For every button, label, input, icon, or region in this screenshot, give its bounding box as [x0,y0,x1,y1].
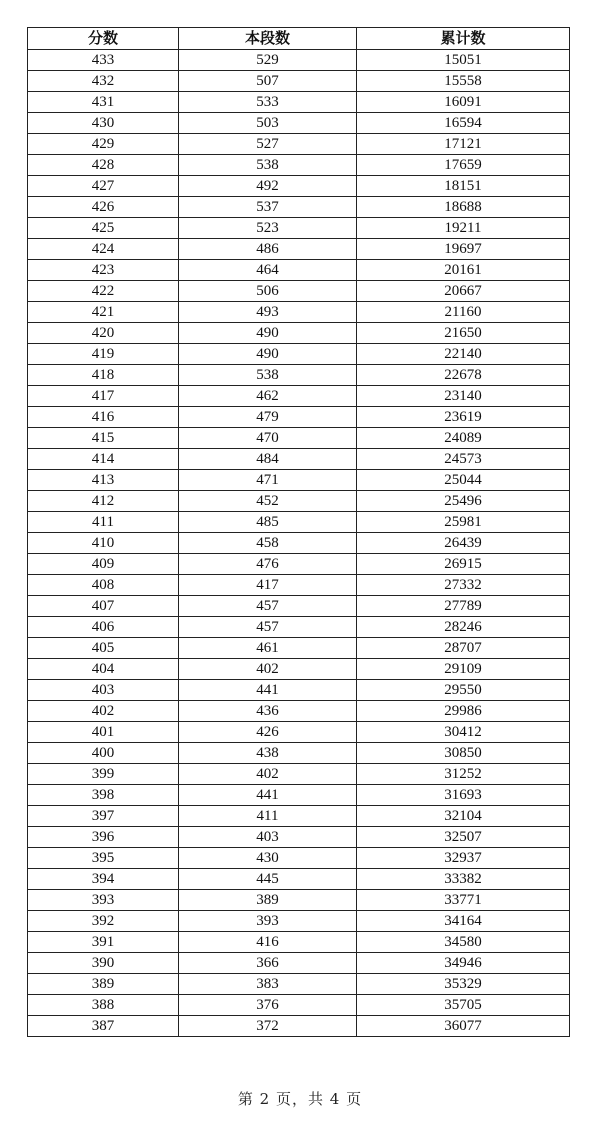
cell-segment-count: 441 [179,785,357,806]
cell-segment-count: 376 [179,995,357,1016]
table-row [28,134,570,155]
cell-segment-count: 471 [179,470,357,491]
cell-segment-count: 490 [179,344,357,365]
cell-score: 432 [28,71,179,92]
cell-score: 415 [28,428,179,449]
table-row [28,827,570,848]
cell-cumulative-count: 25496 [357,491,570,512]
table-row [28,806,570,827]
cell-cumulative-count: 36077 [357,1016,570,1037]
table-row [28,575,570,596]
cell-cumulative-count: 34580 [357,932,570,953]
table-row [28,533,570,554]
cell-segment-count: 462 [179,386,357,407]
table-header [28,28,570,50]
cell-segment-count: 476 [179,554,357,575]
cell-cumulative-count: 35329 [357,974,570,995]
cell-score: 406 [28,617,179,638]
cell-segment-count: 461 [179,638,357,659]
table-row [28,554,570,575]
cell-cumulative-count: 23619 [357,407,570,428]
cell-cumulative-count: 33382 [357,869,570,890]
cell-cumulative-count: 16091 [357,92,570,113]
table-row [28,596,570,617]
cell-score: 416 [28,407,179,428]
cell-cumulative-count: 21650 [357,323,570,344]
cell-cumulative-count: 18688 [357,197,570,218]
table-row [28,869,570,890]
cell-cumulative-count: 24573 [357,449,570,470]
cell-cumulative-count: 33771 [357,890,570,911]
cell-score: 403 [28,680,179,701]
cell-score: 424 [28,239,179,260]
cell-score: 411 [28,512,179,533]
cell-score: 412 [28,491,179,512]
cell-cumulative-count: 23140 [357,386,570,407]
cell-segment-count: 372 [179,1016,357,1037]
cell-score: 402 [28,701,179,722]
cell-score: 433 [28,50,179,71]
cell-segment-count: 402 [179,764,357,785]
header-row [28,28,570,50]
cell-segment-count: 484 [179,449,357,470]
cell-score: 404 [28,659,179,680]
table-row [28,365,570,386]
cell-cumulative-count: 30412 [357,722,570,743]
score-distribution-table [27,27,570,1037]
table-row [28,701,570,722]
cell-cumulative-count: 19697 [357,239,570,260]
table-row [28,512,570,533]
cell-segment-count: 490 [179,323,357,344]
cell-score: 426 [28,197,179,218]
cell-score: 423 [28,260,179,281]
cell-score: 405 [28,638,179,659]
cell-cumulative-count: 29109 [357,659,570,680]
cell-segment-count: 507 [179,71,357,92]
table-row [28,617,570,638]
cell-cumulative-count: 32104 [357,806,570,827]
cell-cumulative-count: 22678 [357,365,570,386]
cell-segment-count: 426 [179,722,357,743]
cell-cumulative-count: 17121 [357,134,570,155]
cell-score: 421 [28,302,179,323]
column-header-score: 分数 [28,28,179,50]
cell-segment-count: 538 [179,155,357,176]
cell-score: 414 [28,449,179,470]
cell-segment-count: 403 [179,827,357,848]
cell-score: 400 [28,743,179,764]
table-row [28,260,570,281]
cell-score: 422 [28,281,179,302]
table-row [28,932,570,953]
cell-segment-count: 383 [179,974,357,995]
cell-cumulative-count: 29550 [357,680,570,701]
cell-cumulative-count: 31693 [357,785,570,806]
cell-cumulative-count: 32937 [357,848,570,869]
cell-score: 418 [28,365,179,386]
cell-score: 425 [28,218,179,239]
cell-cumulative-count: 25981 [357,512,570,533]
cell-score: 401 [28,722,179,743]
cell-score: 393 [28,890,179,911]
cell-score: 395 [28,848,179,869]
cell-score: 410 [28,533,179,554]
cell-score: 428 [28,155,179,176]
table-row [28,428,570,449]
cell-cumulative-count: 20161 [357,260,570,281]
table-row [28,449,570,470]
cell-segment-count: 417 [179,575,357,596]
table-row [28,176,570,197]
table-row [28,113,570,134]
cell-score: 408 [28,575,179,596]
table-row [28,764,570,785]
cell-segment-count: 492 [179,176,357,197]
table-row [28,680,570,701]
cell-cumulative-count: 24089 [357,428,570,449]
cell-score: 389 [28,974,179,995]
cell-score: 429 [28,134,179,155]
table-row [28,302,570,323]
table-row [28,344,570,365]
cell-cumulative-count: 28707 [357,638,570,659]
cell-segment-count: 503 [179,113,357,134]
cell-score: 392 [28,911,179,932]
cell-segment-count: 393 [179,911,357,932]
cell-segment-count: 445 [179,869,357,890]
table-row [28,953,570,974]
table-row [28,638,570,659]
table-row [28,995,570,1016]
cell-segment-count: 527 [179,134,357,155]
cell-segment-count: 458 [179,533,357,554]
table-row [28,155,570,176]
table-row [28,890,570,911]
cell-segment-count: 457 [179,596,357,617]
table-row [28,470,570,491]
cell-cumulative-count: 27332 [357,575,570,596]
cell-cumulative-count: 20667 [357,281,570,302]
cell-score: 398 [28,785,179,806]
cell-cumulative-count: 22140 [357,344,570,365]
cell-segment-count: 416 [179,932,357,953]
table-row [28,911,570,932]
cell-cumulative-count: 19211 [357,218,570,239]
cell-cumulative-count: 18151 [357,176,570,197]
cell-score: 396 [28,827,179,848]
cell-score: 399 [28,764,179,785]
table-row [28,281,570,302]
cell-segment-count: 537 [179,197,357,218]
cell-segment-count: 464 [179,260,357,281]
table-row [28,848,570,869]
column-header-cumulative-count: 累计数 [357,28,570,50]
page-number-footer: 第 2 页，共 4 页 [237,1090,363,1108]
cell-score: 420 [28,323,179,344]
cell-segment-count: 506 [179,281,357,302]
cell-segment-count: 479 [179,407,357,428]
cell-cumulative-count: 32507 [357,827,570,848]
cell-cumulative-count: 15051 [357,50,570,71]
cell-cumulative-count: 15558 [357,71,570,92]
cell-segment-count: 493 [179,302,357,323]
table-row [28,785,570,806]
table-row [28,218,570,239]
cell-score: 413 [28,470,179,491]
cell-score: 430 [28,113,179,134]
table-row [28,743,570,764]
cell-segment-count: 486 [179,239,357,260]
cell-score: 394 [28,869,179,890]
table-row [28,407,570,428]
cell-score: 419 [28,344,179,365]
cell-segment-count: 523 [179,218,357,239]
cell-segment-count: 457 [179,617,357,638]
cell-score: 431 [28,92,179,113]
cell-cumulative-count: 34164 [357,911,570,932]
cell-score: 407 [28,596,179,617]
cell-cumulative-count: 31252 [357,764,570,785]
cell-segment-count: 438 [179,743,357,764]
cell-cumulative-count: 26439 [357,533,570,554]
cell-cumulative-count: 35705 [357,995,570,1016]
table-row [28,71,570,92]
table-row [28,491,570,512]
cell-cumulative-count: 17659 [357,155,570,176]
cell-cumulative-count: 34946 [357,953,570,974]
table-row [28,659,570,680]
table-row [28,722,570,743]
cell-score: 387 [28,1016,179,1037]
cell-cumulative-count: 30850 [357,743,570,764]
table-row [28,50,570,71]
table-row [28,1016,570,1037]
table-row [28,323,570,344]
cell-segment-count: 470 [179,428,357,449]
score-distribution-sheet [27,27,569,1037]
cell-segment-count: 389 [179,890,357,911]
cell-segment-count: 533 [179,92,357,113]
cell-segment-count: 538 [179,365,357,386]
table-row [28,197,570,218]
cell-score: 391 [28,932,179,953]
cell-cumulative-count: 26915 [357,554,570,575]
cell-cumulative-count: 25044 [357,470,570,491]
cell-segment-count: 436 [179,701,357,722]
cell-segment-count: 441 [179,680,357,701]
cell-score: 390 [28,953,179,974]
cell-score: 388 [28,995,179,1016]
column-header-segment-count: 本段数 [179,28,357,50]
cell-cumulative-count: 21160 [357,302,570,323]
table-row [28,974,570,995]
cell-cumulative-count: 16594 [357,113,570,134]
table-row [28,239,570,260]
cell-segment-count: 529 [179,50,357,71]
table-row [28,92,570,113]
cell-segment-count: 485 [179,512,357,533]
cell-cumulative-count: 27789 [357,596,570,617]
cell-cumulative-count: 29986 [357,701,570,722]
cell-score: 397 [28,806,179,827]
cell-score: 417 [28,386,179,407]
table-row [28,386,570,407]
cell-segment-count: 430 [179,848,357,869]
cell-score: 427 [28,176,179,197]
cell-score: 409 [28,554,179,575]
cell-segment-count: 402 [179,659,357,680]
cell-segment-count: 452 [179,491,357,512]
table-body [28,50,570,1037]
cell-segment-count: 366 [179,953,357,974]
cell-cumulative-count: 28246 [357,617,570,638]
cell-segment-count: 411 [179,806,357,827]
